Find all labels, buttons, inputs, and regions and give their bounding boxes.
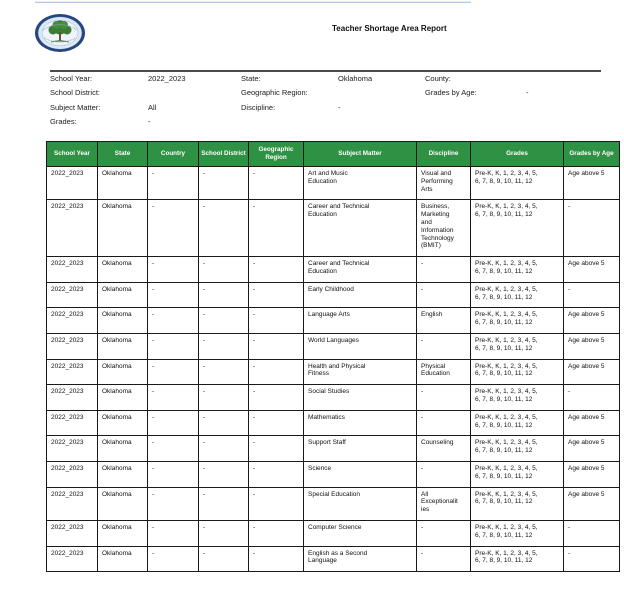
table-row <box>47 520 620 546</box>
table-cell: Age above 5 <box>564 436 620 462</box>
table-cell: - <box>249 200 304 257</box>
table-cell: - <box>148 487 199 520</box>
table-row <box>47 410 620 436</box>
table-cell: Age above 5 <box>564 359 620 385</box>
table-cell: Age above 5 <box>564 487 620 520</box>
header-divider <box>50 70 601 72</box>
table-cell: - <box>199 436 249 462</box>
table-cell: Oklahoma <box>98 487 148 520</box>
table-row <box>47 308 620 334</box>
county-label: County: <box>425 74 451 83</box>
table-row <box>47 257 620 283</box>
geographic-region-label: Geographic Region: <box>241 88 308 97</box>
table-cell: Counseling <box>417 436 471 462</box>
table-cell: Age above 5 <box>564 167 620 200</box>
table-cell: Career and Technical Education <box>304 257 417 283</box>
filter-row-2 <box>0 88 624 100</box>
table-cell: - <box>249 410 304 436</box>
column-header: Geographic Region <box>249 142 304 167</box>
table-cell: - <box>199 546 249 572</box>
subject-matter-value: All <box>148 103 157 112</box>
table-cell: 2022_2023 <box>47 200 98 257</box>
table-cell: 2022_2023 <box>47 487 98 520</box>
table-cell: - <box>199 308 249 334</box>
table-cell: Social Studies <box>304 385 417 411</box>
table-cell: - <box>249 487 304 520</box>
table-cell: Oklahoma <box>98 308 148 334</box>
table-cell: Age above 5 <box>564 308 620 334</box>
table-cell: - <box>148 436 199 462</box>
table-row <box>47 200 620 257</box>
table-cell: Pre-K, K, 1, 2, 3, 4, 5, 6, 7, 8, 9, 10, 11, 12 <box>471 359 564 385</box>
table-cell: 2022_2023 <box>47 167 98 200</box>
table-cell: Career and Technical Education <box>304 200 417 257</box>
table-cell: - <box>417 282 471 308</box>
table-cell: Visual and Performing Arts <box>417 167 471 200</box>
table-cell: - <box>249 359 304 385</box>
shortage-area-table <box>46 141 620 572</box>
table-row <box>47 436 620 462</box>
table-cell: - <box>564 200 620 257</box>
table-cell: - <box>148 385 199 411</box>
table-cell: English <box>417 308 471 334</box>
table-cell: Age above 5 <box>564 410 620 436</box>
table-cell: Pre-K, K, 1, 2, 3, 4, 5, 6, 7, 8, 9, 10, 11, 12 <box>471 200 564 257</box>
table-cell: Pre-K, K, 1, 2, 3, 4, 5, 6, 7, 8, 9, 10, 11, 12 <box>471 461 564 487</box>
table-cell: Oklahoma <box>98 359 148 385</box>
table-cell: Oklahoma <box>98 546 148 572</box>
column-header: School Year <box>47 142 98 167</box>
table-cell: Business, Marketing and Information Technology (BMIT) <box>417 200 471 257</box>
table-cell: 2022_2023 <box>47 257 98 283</box>
table-cell: - <box>249 385 304 411</box>
table-cell: 2022_2023 <box>47 410 98 436</box>
table-cell: - <box>148 200 199 257</box>
table-cell: 2022_2023 <box>47 359 98 385</box>
table-cell: Pre-K, K, 1, 2, 3, 4, 5, 6, 7, 8, 9, 10, 11, 12 <box>471 167 564 200</box>
grades-label: Grades: <box>50 117 77 126</box>
table-cell: - <box>249 436 304 462</box>
column-header: Discipline <box>417 142 471 167</box>
table-cell: Oklahoma <box>98 385 148 411</box>
table-cell: Support Staff <box>304 436 417 462</box>
table-cell: Oklahoma <box>98 410 148 436</box>
table-cell: - <box>199 487 249 520</box>
table-cell: - <box>564 282 620 308</box>
table-cell: - <box>199 410 249 436</box>
table-cell: Pre-K, K, 1, 2, 3, 4, 5, 6, 7, 8, 9, 10, 11, 12 <box>471 487 564 520</box>
table-cell: - <box>417 410 471 436</box>
table-cell: - <box>199 461 249 487</box>
table-cell: 2022_2023 <box>47 282 98 308</box>
subject-matter-label: Subject Matter: <box>50 103 101 112</box>
table-body <box>47 167 620 572</box>
table-cell: - <box>148 333 199 359</box>
table-cell: - <box>564 520 620 546</box>
table-cell: Oklahoma <box>98 167 148 200</box>
table-cell: Pre-K, K, 1, 2, 3, 4, 5, 6, 7, 8, 9, 10, 11, 12 <box>471 546 564 572</box>
table-header <box>47 142 620 167</box>
column-header: School District <box>199 142 249 167</box>
table-cell: Oklahoma <box>98 333 148 359</box>
table-cell: Oklahoma <box>98 200 148 257</box>
table-cell: - <box>148 410 199 436</box>
table-cell: - <box>199 520 249 546</box>
table-cell: - <box>199 359 249 385</box>
table-cell: Oklahoma <box>98 282 148 308</box>
table-row <box>47 385 620 411</box>
column-header: Grades <box>471 142 564 167</box>
page-title: Teacher Shortage Area Report <box>332 24 447 33</box>
table-cell: - <box>148 520 199 546</box>
table-cell: - <box>417 257 471 283</box>
table-cell: Pre-K, K, 1, 2, 3, 4, 5, 6, 7, 8, 9, 10, 11, 12 <box>471 385 564 411</box>
grades-value: - <box>148 117 151 126</box>
table-cell: World Languages <box>304 333 417 359</box>
column-header: State <box>98 142 148 167</box>
table-cell: Pre-K, K, 1, 2, 3, 4, 5, 6, 7, 8, 9, 10, 11, 12 <box>471 257 564 283</box>
table-cell: All Exceptionalities <box>417 487 471 520</box>
column-header: Grades by Age <box>564 142 620 167</box>
table-cell: Pre-K, K, 1, 2, 3, 4, 5, 6, 7, 8, 9, 10, 11, 12 <box>471 308 564 334</box>
table-cell: Language Arts <box>304 308 417 334</box>
table-cell: Early Childhood <box>304 282 417 308</box>
filter-row-3 <box>0 103 624 115</box>
table-row <box>47 461 620 487</box>
table-cell: Mathematics <box>304 410 417 436</box>
table-cell: 2022_2023 <box>47 546 98 572</box>
grades-by-age-label: Grades by Age: <box>425 88 477 97</box>
table-cell: Pre-K, K, 1, 2, 3, 4, 5, 6, 7, 8, 9, 10, 11, 12 <box>471 282 564 308</box>
table-row <box>47 282 620 308</box>
table-cell: Oklahoma <box>98 436 148 462</box>
table-cell: Pre-K, K, 1, 2, 3, 4, 5, 6, 7, 8, 9, 10, 11, 12 <box>471 333 564 359</box>
state-value: Oklahoma <box>338 74 373 83</box>
table-cell: Pre-K, K, 1, 2, 3, 4, 5, 6, 7, 8, 9, 10, 11, 12 <box>471 520 564 546</box>
table-cell: - <box>148 167 199 200</box>
table-cell: - <box>564 385 620 411</box>
table-cell: - <box>199 167 249 200</box>
table-cell: - <box>148 257 199 283</box>
column-header: Subject Matter <box>304 142 417 167</box>
grades-by-age-value: - <box>526 88 529 97</box>
table-cell: 2022_2023 <box>47 436 98 462</box>
table-cell: Oklahoma <box>98 257 148 283</box>
table-cell: - <box>417 385 471 411</box>
table-row <box>47 359 620 385</box>
table-cell: - <box>249 333 304 359</box>
table-cell: - <box>199 282 249 308</box>
table-cell: - <box>249 167 304 200</box>
table-cell: - <box>199 257 249 283</box>
filter-row-4 <box>0 117 624 129</box>
table-cell: - <box>148 282 199 308</box>
table-cell: - <box>199 200 249 257</box>
truncated-link-underline <box>35 2 471 3</box>
table-cell: Age above 5 <box>564 461 620 487</box>
table-cell: 2022_2023 <box>47 385 98 411</box>
table-cell: - <box>564 546 620 572</box>
table-cell: 2022_2023 <box>47 333 98 359</box>
table-cell: - <box>249 257 304 283</box>
table-cell: - <box>417 520 471 546</box>
table-cell: - <box>417 461 471 487</box>
school-year-label: School Year: <box>50 74 93 83</box>
table-cell: - <box>249 520 304 546</box>
discipline-value: - <box>338 103 341 112</box>
table-row <box>47 546 620 572</box>
table-cell: - <box>417 546 471 572</box>
table-cell: - <box>249 546 304 572</box>
table-cell: Age above 5 <box>564 257 620 283</box>
column-header: Country <box>148 142 199 167</box>
state-label: State: <box>241 74 261 83</box>
table-cell: - <box>249 461 304 487</box>
table-row <box>47 487 620 520</box>
table-row <box>47 167 620 200</box>
table-cell: Art and Music Education <box>304 167 417 200</box>
table-cell: - <box>249 282 304 308</box>
filter-row-1 <box>0 74 624 86</box>
table-cell: - <box>148 461 199 487</box>
table-cell: Computer Science <box>304 520 417 546</box>
table-cell: - <box>199 385 249 411</box>
table-cell: 2022_2023 <box>47 520 98 546</box>
table-cell: English as a Second Language <box>304 546 417 572</box>
table-cell: Science <box>304 461 417 487</box>
table-cell: Health and Physical Fitness <box>304 359 417 385</box>
table-cell: 2022_2023 <box>47 461 98 487</box>
table-cell: Pre-K, K, 1, 2, 3, 4, 5, 6, 7, 8, 9, 10, 11, 12 <box>471 436 564 462</box>
table-cell: Oklahoma <box>98 461 148 487</box>
school-year-value: 2022_2023 <box>148 74 186 83</box>
table-cell: - <box>417 333 471 359</box>
table-row <box>47 333 620 359</box>
table-cell: Special Education <box>304 487 417 520</box>
table-cell: - <box>148 308 199 334</box>
table-cell: Oklahoma <box>98 520 148 546</box>
table-cell: - <box>249 308 304 334</box>
table-cell: Age above 5 <box>564 333 620 359</box>
table-cell: - <box>199 333 249 359</box>
table-cell: - <box>148 546 199 572</box>
table-cell: Pre-K, K, 1, 2, 3, 4, 5, 6, 7, 8, 9, 10, 11, 12 <box>471 410 564 436</box>
table-header-row <box>47 142 620 167</box>
table-cell: - <box>148 359 199 385</box>
discipline-label: Discipline: <box>241 103 276 112</box>
table-cell: Physical Education <box>417 359 471 385</box>
table-cell: 2022_2023 <box>47 308 98 334</box>
school-district-label: School District: <box>50 88 101 97</box>
department-of-education-seal-icon <box>34 13 86 53</box>
